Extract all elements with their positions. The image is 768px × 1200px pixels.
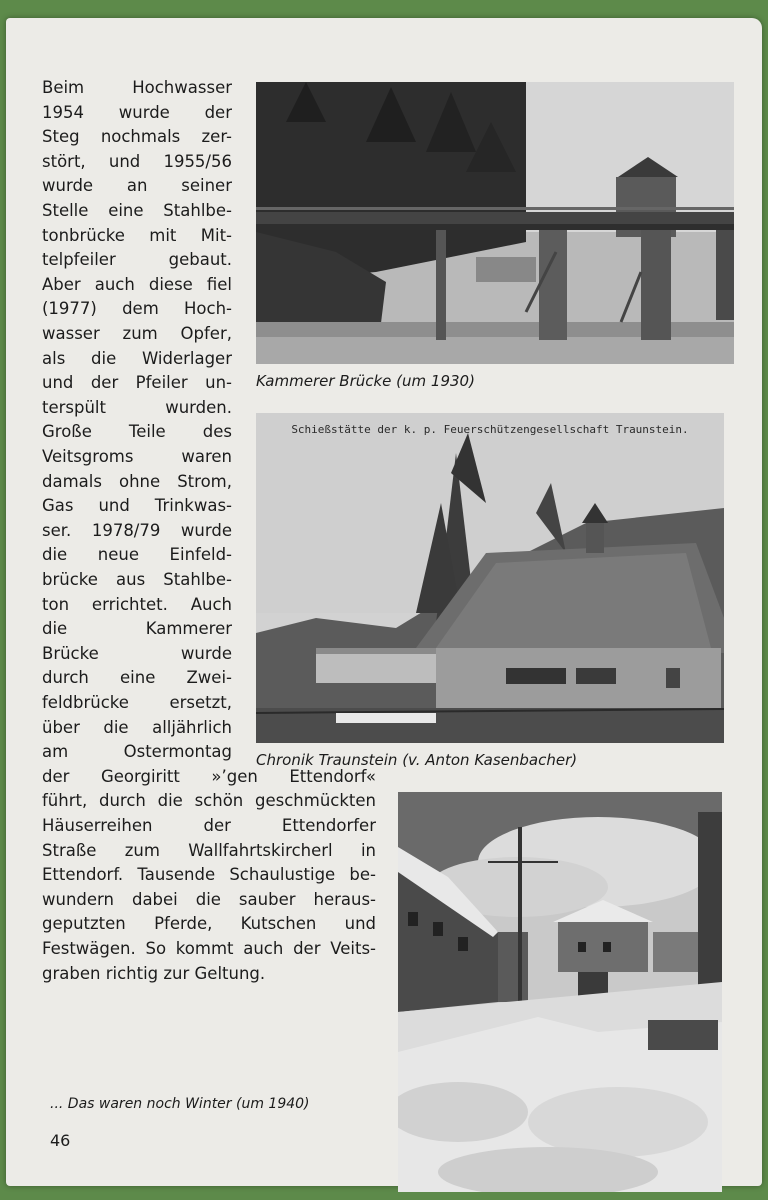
caption-photo2: Chronik Traunstein (v. Anton Kasenbacher) (256, 751, 578, 769)
body-line: wundern dabei die sauber heraus- (42, 889, 376, 909)
body-line: Gas und Trinkwas- (42, 496, 232, 516)
body-line: Ettendorf. Tausende Schaulustige be- (42, 865, 376, 885)
body-line: Straße zum Wallfahrtskircherl in (42, 840, 376, 860)
photo-kammerer-bruecke (256, 82, 734, 364)
body-line: führt, durch die schön geschmückten (42, 791, 376, 811)
body-line: feldbrücke ersetzt, (42, 693, 232, 712)
body-line: die neue Einfeld- (42, 545, 232, 565)
body-line: Große Teile des (42, 422, 232, 442)
body-line: graben richtig zur Geltung. (42, 963, 266, 983)
body-line: Aber auch diese fiel (42, 274, 232, 294)
postcard-printed-title: Schießstätte der k. p. Feuerschützengesellschaft Traunstein. (291, 423, 689, 436)
body-line: geputzten Pferde, Kutschen und (42, 914, 376, 934)
body-line: wasser zum Opfer, (42, 324, 232, 343)
body-line: tonbrücke mit Mit- (42, 225, 232, 245)
body-line: Steg nochmals zer- (42, 127, 232, 147)
body-line: stört, und 1955/56 (42, 151, 232, 171)
body-line: 1954 wurde der (42, 102, 232, 122)
body-line: brücke aus Stahlbe- (42, 570, 232, 589)
photo-winter-scene (398, 792, 722, 1192)
body-line: am Ostermontag (42, 742, 232, 762)
caption-photo1: Kammerer Brücke (um 1930) (256, 372, 475, 390)
body-line: Beim Hochwasser (42, 78, 232, 97)
body-line: über die alljährlich (42, 717, 232, 737)
body-line: ser. 1978/79 wurde (42, 520, 232, 540)
body-line: und der Pfeiler un- (42, 373, 232, 393)
photo-schiessstaette (256, 413, 724, 743)
page-number: 46 (50, 1131, 71, 1150)
body-line: Festwägen. So kommt auch der Veits- (42, 939, 376, 958)
body-line: terspült wurden. (42, 397, 232, 417)
body-line: ton errichtet. Auch (42, 594, 232, 614)
body-line: als die Widerlager (42, 348, 232, 368)
body-line: telpfeiler gebaut. (42, 250, 232, 270)
body-line: die Kammerer (42, 619, 232, 639)
body-line: Stelle eine Stahlbe- (42, 201, 232, 220)
body-line: Veitsgroms waren (42, 447, 232, 466)
body-line: wurde an seiner (42, 176, 232, 196)
body-line: der Georgiritt »’gen Ettendorf« (42, 766, 376, 786)
body-line: durch eine Zwei- (42, 668, 232, 688)
body-line: Häuserreihen der Ettendorfer (42, 816, 376, 835)
body-line: damals ohne Strom, (42, 471, 232, 491)
caption-photo3: ... Das waren noch Winter (um 1940) (50, 1096, 310, 1112)
body-line: (1977) dem Hoch- (42, 299, 232, 319)
body-line: Brücke wurde (42, 643, 232, 663)
